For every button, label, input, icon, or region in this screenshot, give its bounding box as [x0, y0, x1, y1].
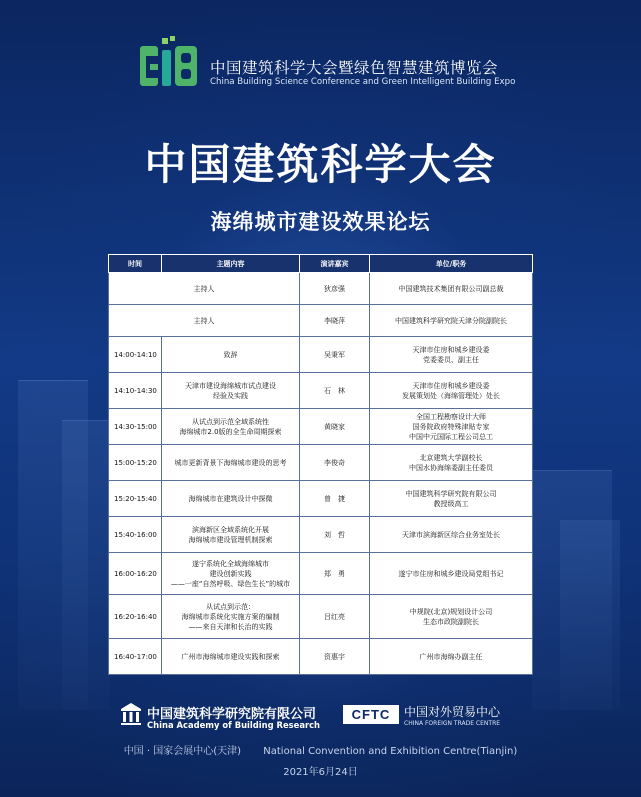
- speaker-cell: 吴秉军: [300, 337, 370, 373]
- time-cell: 15:00-15:20: [109, 445, 162, 481]
- table-header-row: [109, 255, 533, 273]
- topic-cell: 从试点到示范： 海绵城市系统化实施方案的编制 ——来自天津和长治的实践: [162, 595, 300, 639]
- topic-cell: 致辞: [162, 337, 300, 373]
- speaker-cell: 石 林: [300, 373, 370, 409]
- table-row: [109, 595, 533, 639]
- column-header: 单位/职务: [370, 255, 533, 273]
- topic-cell: 主持人: [109, 273, 300, 305]
- venue-text: 中国 · 国家会展中心(天津) National Convention and Exhibition Centre(Tianjin): [123, 746, 518, 757]
- time-cell: 16:00-16:20: [109, 553, 162, 595]
- org-cell: 中国建筑科学研究院天津分院副院长: [370, 305, 533, 337]
- topic-cell: 滨海新区全域系统化开展 海绵城市建设管理机制探索: [162, 517, 300, 553]
- topic-cell: 遂宁系统化全域海绵城市 建设创新实践 ——一座“自然呼吸、绿色生长”的城市: [162, 553, 300, 595]
- speaker-cell: 曾 捷: [300, 481, 370, 517]
- table-row: [109, 445, 533, 481]
- org-cell: 全国工程勘察设计大师 国务院政府特殊津贴专家 中国中元国际工程公司总工: [370, 409, 533, 445]
- org-cell: 中国建筑技术集团有限公司副总裁: [370, 273, 533, 305]
- org-cell: 中国建筑科学研究院有限公司 教授级高工: [370, 481, 533, 517]
- time-cell: 16:20-16:40: [109, 595, 162, 639]
- column-header: 时间: [109, 255, 162, 273]
- schedule-table: [108, 254, 533, 675]
- cftc-name-cn: 中国对外贸易中心: [404, 705, 501, 719]
- table-row: [109, 373, 533, 409]
- org-cell: 遂宁市住房和城乡建设局党组书记: [370, 553, 533, 595]
- topic-cell: 广州市海绵城市建设实践和探索: [162, 639, 300, 675]
- building-silhouette: [560, 520, 620, 710]
- cftc-logo: CFTC: [343, 705, 399, 724]
- cftc-name-en: CHINA FOREIGN TRADE CENTRE: [404, 720, 501, 727]
- speaker-cell: 狄彦强: [300, 273, 370, 305]
- cabr-logo-icon: [120, 702, 142, 726]
- speaker-cell: 李晓萍: [300, 305, 370, 337]
- table-row: [109, 481, 533, 517]
- org-cell: 天津市住房和城乡建设委 发展策划处（海绵管理处）处长: [370, 373, 533, 409]
- topic-cell: 海绵城市在建筑设计中探微: [162, 481, 300, 517]
- event-date: 2021年6月24日: [283, 767, 358, 778]
- org-cell: 广州市海绵办副主任: [370, 639, 533, 675]
- building-silhouette: [62, 420, 110, 710]
- speaker-cell: 郑 勇: [300, 553, 370, 595]
- topic-cell: 主持人: [109, 305, 300, 337]
- time-cell: 15:40-16:00: [109, 517, 162, 553]
- time-cell: 14:00-14:10: [109, 337, 162, 373]
- org-cell: 天津市滨海新区综合业务室处长: [370, 517, 533, 553]
- expo-name-cn: 中国建筑科学大会暨绿色智慧建筑博览会: [210, 59, 499, 77]
- topic-cell: 天津市建设海绵城市试点建设 经验及实践: [162, 373, 300, 409]
- table-row: [109, 409, 533, 445]
- column-header: 主题内容: [162, 255, 300, 273]
- org-cell: 中规院(北京)规划设计公司 生态市政院副院长: [370, 595, 533, 639]
- org-cell: 天津市住房和城乡建设委 党委委员、副主任: [370, 337, 533, 373]
- gib-logo-icon: [138, 36, 202, 88]
- page-title: 中国建筑科学大会: [144, 140, 497, 189]
- speaker-cell: 吕红亮: [300, 595, 370, 639]
- forum-subtitle: 海绵城市建设效果论坛: [210, 209, 431, 234]
- org-cell: 北京建筑大学副校长 中国水协海绵委副主任委员: [370, 445, 533, 481]
- speaker-cell: 刘 哲: [300, 517, 370, 553]
- cabr-name-cn: 中国建筑科学研究院有限公司: [147, 707, 317, 722]
- time-cell: 15:20-15:40: [109, 481, 162, 517]
- time-cell: 16:40-17:00: [109, 639, 162, 675]
- speaker-cell: 李俊奇: [300, 445, 370, 481]
- table-row: [109, 639, 533, 675]
- table-row: [109, 273, 533, 305]
- table-row: [109, 337, 533, 373]
- table-row: [109, 305, 533, 337]
- expo-name-en: China Building Science Conference and Green Intelligent Building Expo: [210, 77, 516, 87]
- topic-cell: 城市更新背景下海绵城市建设的思考: [162, 445, 300, 481]
- time-cell: 14:10-14:30: [109, 373, 162, 409]
- column-header: 演讲嘉宾: [300, 255, 370, 273]
- speaker-cell: 资惠宇: [300, 639, 370, 675]
- cabr-name-en: China Academy of Building Research: [147, 720, 321, 730]
- time-cell: 14:30-15:00: [109, 409, 162, 445]
- table-row: [109, 517, 533, 553]
- topic-cell: 从试点到示范全域系统性 海绵城市2.0版的全生命周期探索: [162, 409, 300, 445]
- table-row: [109, 553, 533, 595]
- speaker-cell: 黄晓家: [300, 409, 370, 445]
